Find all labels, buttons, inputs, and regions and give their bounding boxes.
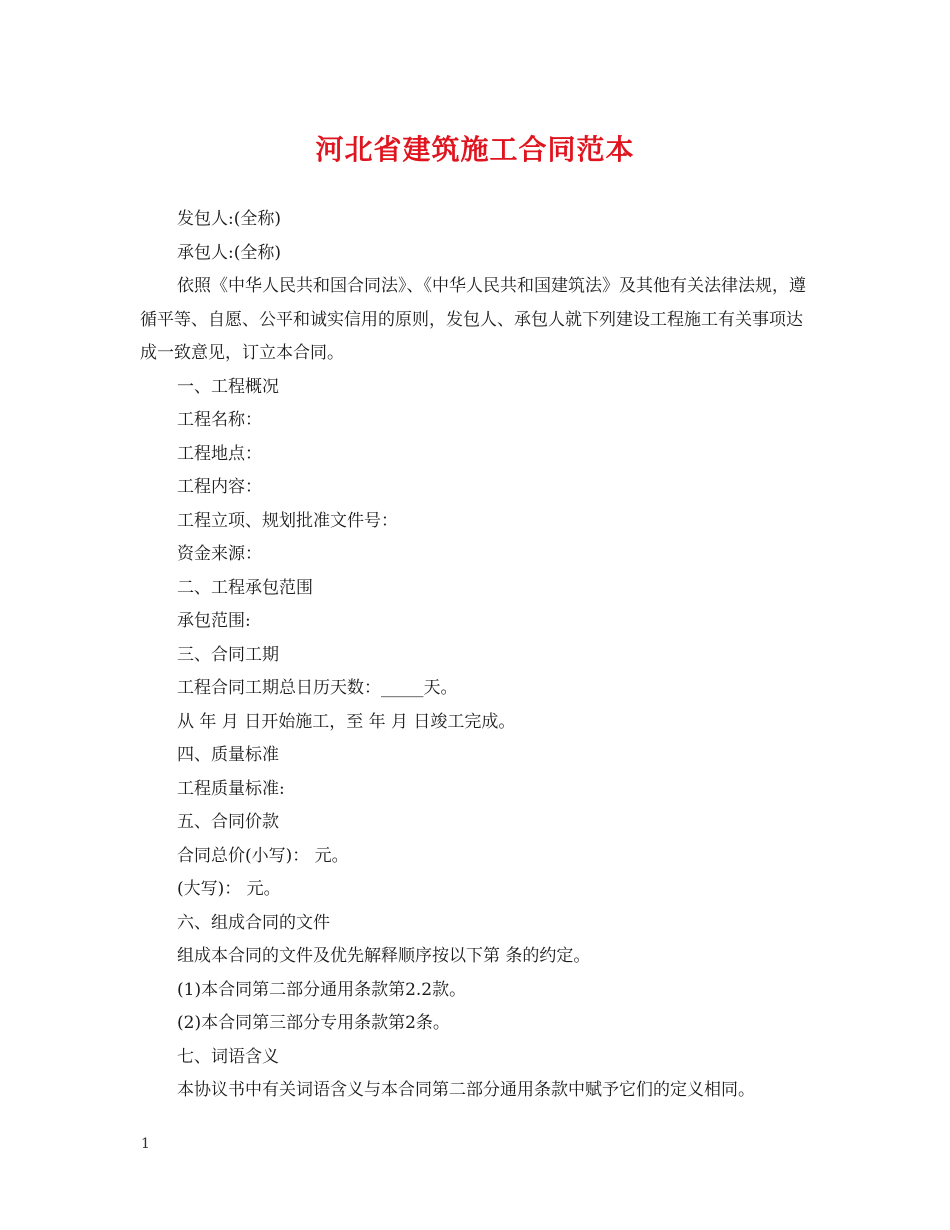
- paragraph-approval-number: 工程立项、规划批准文件号：: [177, 510, 398, 531]
- paragraph-document-item-1: (1)本合同第二部分通用条款第2.2款。: [177, 979, 467, 1000]
- paragraph-project-content: 工程内容：: [177, 477, 262, 497]
- document-title: 河北省建筑施工合同范本: [315, 133, 635, 166]
- paragraph-price-uppercase: (大写)： 元。: [177, 879, 281, 899]
- section-heading-7: 七、词语含义: [177, 1046, 279, 1067]
- paragraph-definitions: 本协议书中有关词语含义与本合同第二部分通用条款中赋予它们的定义相同。: [177, 1080, 755, 1100]
- paragraph-funding-source: 资金来源：: [177, 544, 262, 564]
- section-heading-2: 二、工程承包范围: [177, 577, 313, 598]
- paragraph-price-lowercase: 合同总价(小写)： 元。: [177, 845, 349, 866]
- section-heading-4: 四、质量标准: [177, 745, 279, 765]
- section-heading-6: 六、组成合同的文件: [177, 912, 330, 933]
- paragraph-project-name: 工程名称：: [177, 410, 262, 430]
- paragraph-scope: 承包范围:: [177, 611, 251, 631]
- paragraph-start-end: 从 年 月 日开始施工，至 年 月 日竣工完成。: [177, 711, 516, 732]
- paragraph-quality-standard: 工程质量标准:: [177, 778, 285, 799]
- section-heading-1: 一、工程概况: [177, 376, 279, 397]
- paragraph-employer: 发包人:(全称): [177, 209, 281, 229]
- paragraph-documents-order: 组成本合同的文件及优先解释顺序按以下第 条的约定。: [177, 946, 591, 966]
- paragraph-preamble: 依照《中华人民共和国合同法》、《中华人民共和国建筑法》及其他有关法律法规，遵循平等、自愿、公平和诚实信用的原则，发包人、承包人就下列建设工程施工有关事项达成一致意见，订立本合同。: [140, 276, 806, 363]
- page-number: 1: [141, 1136, 150, 1152]
- paragraph-total-days: 工程合同工期总日历天数：_____天。: [177, 678, 458, 698]
- paragraph-project-location: 工程地点：: [177, 443, 262, 464]
- document-body: [140, 203, 815, 1108]
- section-heading-5: 五、合同价款: [177, 812, 279, 832]
- section-heading-3: 三、合同工期: [177, 644, 279, 665]
- paragraph-document-item-2: (2)本合同第三部分专用条款第2条。: [177, 1013, 450, 1033]
- paragraph-contractor: 承包人:(全称): [177, 242, 281, 263]
